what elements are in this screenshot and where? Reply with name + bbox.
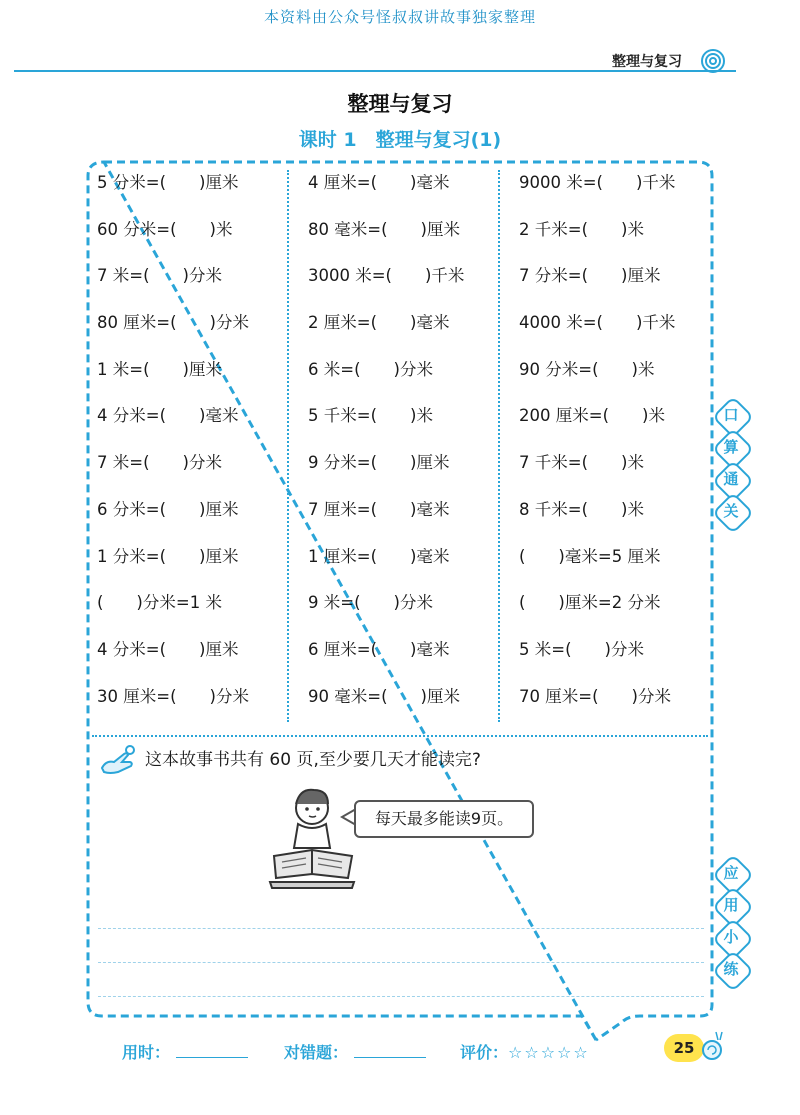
lesson-subtitle: 课时 1 整理与复习(1) — [298, 129, 502, 151]
side-char: 小 — [723, 928, 739, 946]
exercise-item: 7 米=( )分米 — [97, 453, 222, 473]
exercise-item: 3000 米=( )千米 — [308, 266, 465, 286]
answer-line — [98, 996, 704, 997]
watermark: 本资料由公众号怪叔叔讲故事独家整理 — [263, 8, 536, 26]
time-used-label: 用时： — [122, 1043, 171, 1062]
exercise-item: 6 米=( )分米 — [308, 359, 433, 379]
exercise-item: 5 米=( )分米 — [519, 639, 644, 659]
pointing-hand-icon — [98, 742, 138, 778]
side-char: 关 — [723, 502, 739, 520]
exercise-item: 7 分米=( )厘米 — [519, 266, 661, 286]
answer-line — [98, 962, 704, 963]
errors-label: 对错题： — [284, 1043, 349, 1062]
exercise-item: 4 分米=( )厘米 — [97, 639, 239, 659]
child-reading-illustration — [268, 778, 358, 890]
errors-field — [284, 1040, 426, 1063]
word-problem-question: 这本故事书共有 60 页,至少要几天才能读完? — [145, 750, 481, 770]
exercise-item: 70 厘米=( )分米 — [519, 686, 671, 706]
exercise-item: 6 厘米=( )毫米 — [308, 639, 450, 659]
section-divider — [92, 735, 708, 737]
exercise-item: 9000 米=( )千米 — [519, 173, 676, 192]
answer-line — [98, 928, 704, 929]
exercise-item: 90 毫米=( )厘米 — [308, 686, 460, 706]
exercise-item: 1 厘米=( )毫米 — [308, 546, 450, 566]
exercise-item: 80 厘米=( )分米 — [97, 313, 249, 333]
exercise-item: 90 分米=( )米 — [519, 359, 655, 379]
conversion-column-2 — [308, 168, 508, 728]
exercise-item: ( )分米=1 米 — [97, 593, 222, 613]
side-char: 用 — [723, 896, 739, 914]
speech-bubble: 每天最多能读9页。 — [354, 800, 534, 838]
exercise-item: 200 厘米=( )米 — [519, 406, 665, 426]
rating-label: 评价： — [460, 1043, 509, 1062]
exercise-item: 4 分米=( )毫米 — [97, 406, 239, 426]
time-used-field — [122, 1040, 248, 1063]
exercise-item: 5 千米=( )米 — [308, 406, 433, 426]
time-used-blank[interactable] — [176, 1043, 248, 1058]
exercise-item: 4000 米=( )千米 — [519, 313, 676, 333]
exercise-item: 30 厘米=( )分米 — [97, 686, 249, 706]
side-char: 算 — [723, 438, 739, 456]
exercise-item: 7 米=( )分米 — [97, 266, 222, 286]
exercise-item: 1 分米=( )厘米 — [97, 546, 239, 566]
side-char: 应 — [723, 864, 739, 882]
snail-icon — [700, 1026, 726, 1062]
side-char: 通 — [723, 470, 739, 488]
exercise-item: 6 分米=( )厘米 — [97, 499, 239, 519]
exercise-item: 1 米=( )厘米 — [97, 359, 222, 379]
exercise-item: 8 千米=( )米 — [519, 499, 644, 519]
section-header: 整理与复习 — [612, 54, 682, 70]
exercise-item: 9 米=( )分米 — [308, 593, 433, 613]
errors-blank[interactable] — [354, 1043, 426, 1058]
side-char: 口 — [723, 406, 739, 424]
exercise-item: 80 毫米=( )厘米 — [308, 219, 460, 239]
exercise-item: ( )毫米=5 厘米 — [519, 546, 661, 566]
exercise-item: 60 分米=( )米 — [97, 219, 233, 239]
exercise-item: 9 分米=( )厘米 — [308, 453, 450, 473]
exercise-item: 4 厘米=( )毫米 — [308, 173, 450, 192]
exercise-item: 5 分米=( )厘米 — [97, 173, 239, 192]
page-number: 25 — [664, 1034, 704, 1062]
exercise-item: 2 千米=( )米 — [519, 219, 644, 239]
rating-stars[interactable]: ☆☆☆☆☆ — [508, 1043, 590, 1062]
exercise-item: ( )厘米=2 分米 — [519, 593, 661, 613]
page-title: 整理与复习 — [347, 92, 453, 116]
side-char: 练 — [723, 960, 739, 978]
conversion-column-3 — [519, 168, 719, 728]
conversion-column-1 — [97, 168, 297, 728]
rating-field — [460, 1040, 590, 1063]
exercise-item: 2 厘米=( )毫米 — [308, 313, 450, 333]
exercise-item: 7 厘米=( )毫米 — [308, 499, 450, 519]
exercise-item: 7 千米=( )米 — [519, 453, 644, 473]
